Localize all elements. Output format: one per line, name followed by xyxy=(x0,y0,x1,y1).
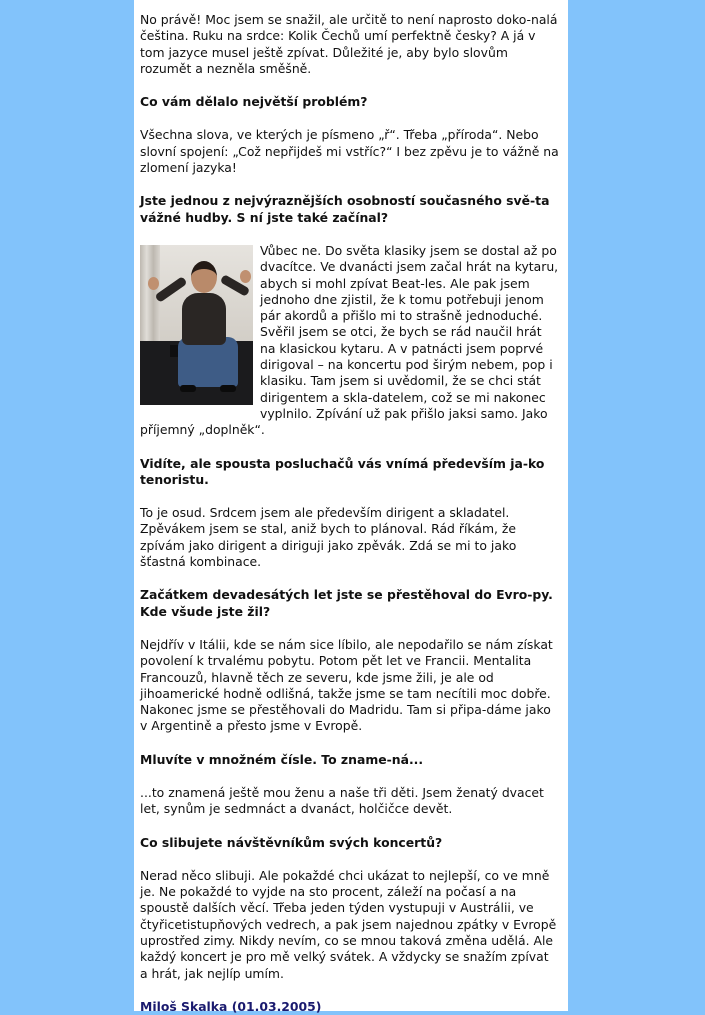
answer-paragraph: Vůbec ne. Do světa klasiky jsem se dostal až po dvacítce. Ve dvanácti jsem začal hrát na kytaru, abych si mohl zpívat Beat-les. Ale pak jsem jednoho dne zjistil, že k tomu potřebuji jenom pár akordů a přišlo mi to strašně jednoduché. Svěřil jsem se otci, že bych se rád naučil hrát na klasickou kytaru. A v patnácti jsem poprvé dirigoval – na koncertu pod širým nebem, pop i klasiku. Tam jsem si uvědomil, že se chci stát dirigentem a skla-datelem, což se mi nakonec vyplnilo. Zpívání už pak přišlo jaksi samo. Jako příjemný „doplněk“. xyxy=(140,242,559,438)
answer-paragraph: Nejdřív v Itálii, kde se nám sice líbilo, ale nepodařilo se nám získat povolení k trvalému pobytu. Potom pět let ve Francii. Mentalita Francouzů, hlavně těch ze severu, kde jsme žili, je ale od jihoamerické hodně odlišná, takže jsme se tam necítili moc dobře. Nakonec jsme se přestěhovali do Madridu. Tam si připa-dáme jako v Argentině a přesto jsme v Evropě. xyxy=(140,636,553,734)
answer-paragraph: To je osud. Srdcem jsem ale především dirigent a skladatel. Zpěvákem jsem se stal, aniž bych to plánoval. Rád říkám, že zpívám jako dirigent a diriguji jako zpěvák. Zdá se mi to jako šťastná kombinace. xyxy=(140,505,517,570)
conductor-photo xyxy=(140,245,253,405)
article-column xyxy=(134,0,568,1014)
answer-paragraph: Nerad něco slibuji. Ale pokaždé chci ukázat to nejlepší, co ve mně je. Ne pokaždé to vyjde na sto procent, záleží na počasí a na spoustě dalších věcí. Třeba jeden týden vystupuji v Austrálii, ve čtyřicetistupňových vedrech, a pak jsem najednou zpátky v Evropě uprostřed zimy. Nikdy nevím, co se mnou taková změna udělá. Ale každý koncert je pro mě velký svátek. A vždycky se snažím zpívat a hrát, jak nejlíp umím. xyxy=(140,867,557,981)
answer-paragraph: No právě! Moc jsem se snažil, ale určitě to není naprosto doko-nalá čeština. Ruku na srdce: Kolik Čechů umí perfektně česky? A já v tom jazyce musel ještě zpívat. Důležité je, aby bylo slovům rozumět a nezněla směšně. xyxy=(140,12,558,76)
question-heading: Začátkem devadesátých let jste se přestěhoval do Evro-py. Kde všude jste žil? xyxy=(140,587,553,619)
question-heading: Jste jednou z nejvýraznějších osobností současného svě-ta vážné hudby. S ní jste také začínal? xyxy=(140,193,550,225)
answer-paragraph: Všechna slova, ve kterých je písmeno „ř“. Třeba „příroda“. Nebo slovní spojení: „Což nepřijdeš mi vstříc?“ I bez zpěvu je to vážně na zlomení jazyka! xyxy=(140,127,559,176)
question-heading: Vidíte, ale spousta posluchačů vás vnímá především ja-ko tenoristu. xyxy=(140,455,545,487)
answer-paragraph: ...to znamená ještě mou ženu a naše tři děti. Jsem ženatý dvacet let, synům je sedmnáct a dvanáct, holčičce devět. xyxy=(140,784,544,817)
question-heading: Co slibujete návštěvníkům svých koncertů? xyxy=(140,834,443,850)
author-signature: Miloš Skalka (01.03.2005) xyxy=(140,998,322,1014)
question-heading: Mluvíte v množném čísle. To zname-ná... xyxy=(140,751,424,767)
question-heading: Co vám dělalo největší problém? xyxy=(140,94,368,110)
